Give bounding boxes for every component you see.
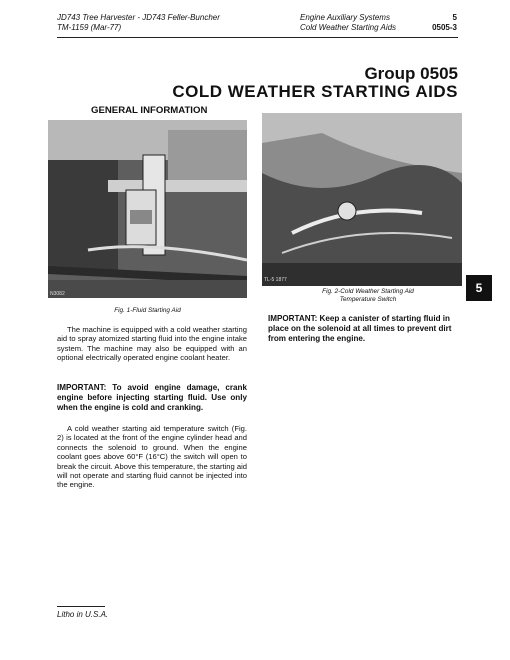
page-title: COLD WEATHER STARTING AIDS [172, 82, 458, 101]
important-note-crank: IMPORTANT: To avoid engine damage, crank engine before injecting starting fluid. Use only when the engine is cold and cranking. [57, 383, 247, 412]
figure-2-caption-line1: Fig. 2-Cold Weather Starting Aid [322, 288, 414, 295]
group-label: Group 0505 [364, 64, 458, 83]
manual-title: JD743 Tree Harvester - JD743 Feller-Buncher [57, 13, 220, 22]
paragraph-temperature-switch [57, 424, 247, 490]
paragraph-intro [57, 325, 247, 363]
figure-2-caption [268, 288, 468, 304]
temperature-switch-photo [262, 113, 462, 286]
header-rule [57, 37, 458, 38]
header-right [300, 13, 457, 33]
section-number: 5 [452, 13, 457, 22]
important-note-canister: IMPORTANT: Keep a canister of starting fluid in place on the solenoid at all times to prevent dirt from entering the engine. [268, 314, 452, 343]
fluid-starting-aid-photo [48, 120, 247, 298]
paragraph-text: The machine is equipped with a cold weather starting aid to spray atomized starting fluid into the engine intake system. The machine may also be equipped with an optional electrically operated engine coolant heater. [57, 325, 247, 363]
section-name: Engine Auxiliary Systems [300, 13, 390, 22]
figure-2-caption-line2: Temperature Switch [339, 296, 397, 303]
section-heading: GENERAL INFORMATION [91, 105, 208, 116]
photo-tag: TL-5 1877 [264, 277, 287, 283]
photo-tag: N3082 [50, 291, 65, 297]
footer-rule [57, 606, 105, 607]
section-tab: 5 [466, 275, 492, 301]
paragraph-text: A cold weather starting aid temperature switch (Fig. 2) is located at the front of the engine cylinder head and connects the solenoid to ground. When the engine coolant goes above 60°F (16°C) the switch will open to break the circuit. Above this temperature, the starting aid will not operate and starting fluid cannot be injected into the engine. [57, 424, 247, 490]
page-code: 0505-3 [432, 23, 457, 32]
header-left [57, 13, 220, 33]
group-name: Cold Weather Starting Aids [300, 23, 397, 32]
footer-printing-note: Litho in U.S.A. [57, 610, 109, 619]
figure-1-caption: Fig. 1-Fluid Starting Aid [114, 307, 181, 314]
manual-number: TM-1159 (Mar-77) [57, 23, 122, 32]
